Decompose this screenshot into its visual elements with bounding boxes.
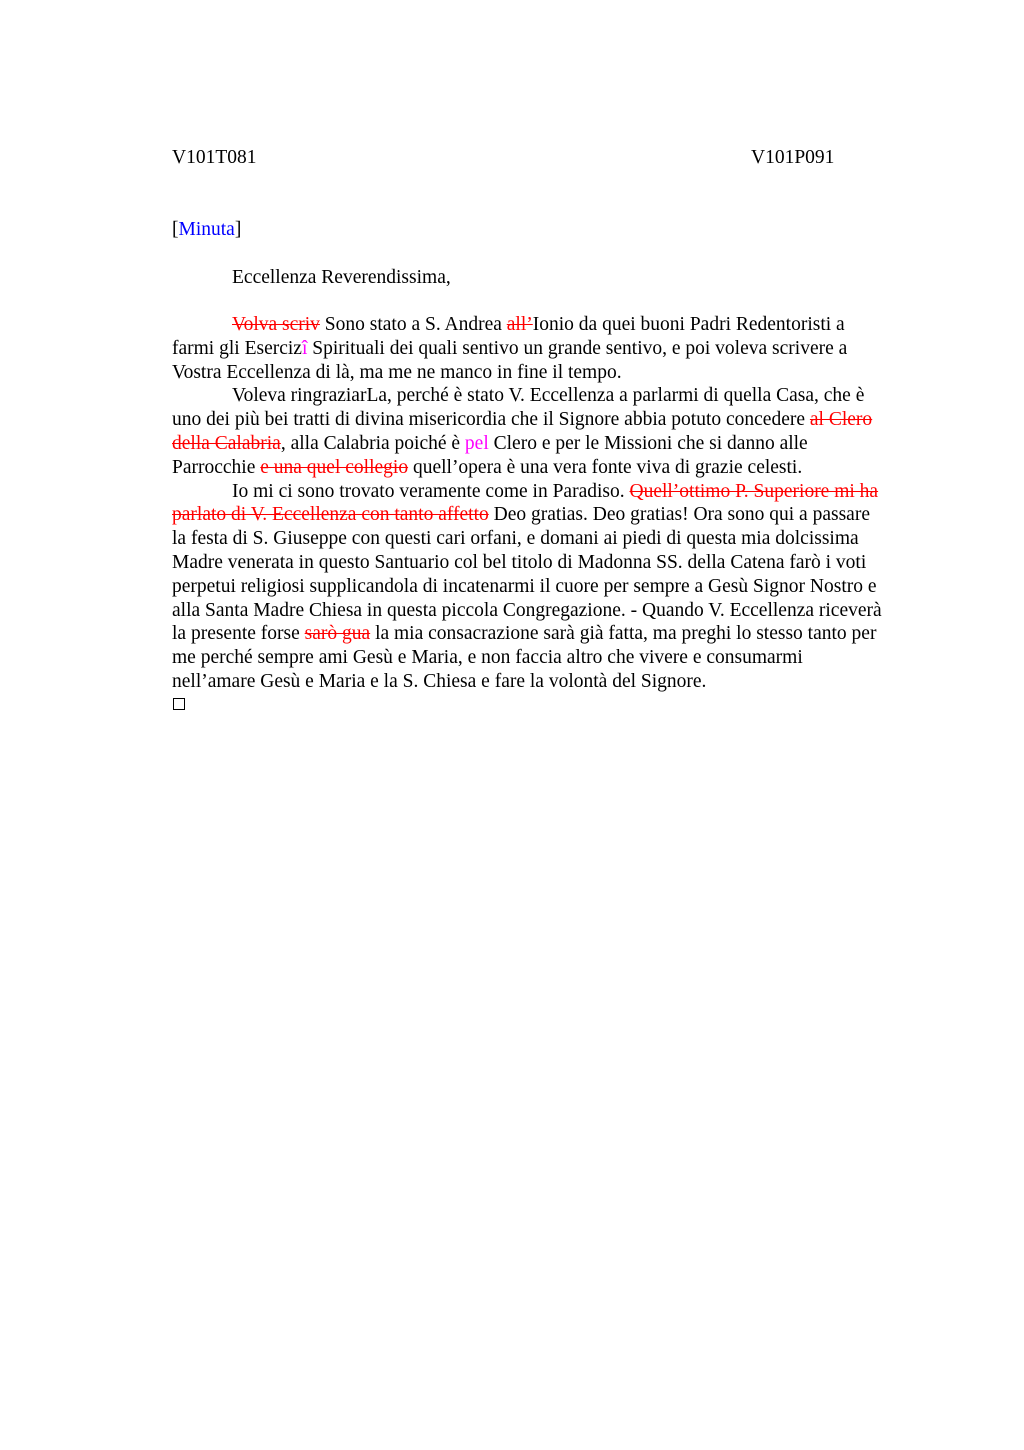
- text-segment: Vostra Eccellenza di là, ma me ne manco in fine il tempo.: [172, 361, 622, 383]
- text-segment: farmi gli Esercizî: [172, 337, 308, 359]
- text-line: [172, 599, 932, 623]
- text-segment: Io mi ci sono trovato veramente come in Paradiso.: [232, 480, 630, 502]
- text-line: [172, 527, 932, 551]
- document-code-left: V101T081: [172, 147, 257, 168]
- text-line: [172, 480, 932, 504]
- minuta-label: [172, 218, 241, 242]
- text-segment: , alla Calabria poiché è: [280, 432, 465, 454]
- deleted-text: Quell’ottimo P. Superiore mi ha: [629, 480, 879, 502]
- text-line: [172, 361, 932, 385]
- salutation: Eccellenza Reverendissima,: [232, 267, 451, 288]
- text-segment: Spirituali dei quali sentivo un grande sentivo, e poi voleva scrivere a: [307, 337, 848, 359]
- text-segment: me perché sempre ami Gesù e Maria, e non faccia altro che vivere e consumarmi: [172, 647, 803, 669]
- bracket-close: ]: [234, 219, 242, 240]
- text-line: [172, 408, 932, 432]
- text-line: [172, 384, 932, 408]
- deleted-text: della Calabria: [172, 432, 281, 454]
- text-segment: alla Santa Madre Chiesa in questa piccola Congregazione. - Quando V. Eccellenza riceverà: [172, 599, 882, 621]
- end-box-icon: [173, 698, 185, 710]
- text-segment: Sono stato a S. Andrea: [319, 314, 507, 335]
- text-line: [172, 622, 932, 646]
- text-line: [172, 432, 932, 456]
- text-line: [172, 551, 932, 575]
- deleted-text: e una quel collegio: [260, 456, 409, 478]
- text-line: [172, 337, 932, 361]
- text-segment: perpetui religiosi supplicandola di incatenarmi il cuore per sempre a Gesù Signor Nostro e: [172, 575, 877, 597]
- text-line: [172, 575, 932, 599]
- deleted-text: sarò gua: [304, 623, 371, 645]
- text-line: [172, 503, 932, 527]
- text-segment: nell’amare Gesù e Maria e la S. Chiesa e fare la volontà del Signore.: [172, 670, 707, 692]
- text-segment: Ionio da quei buoni Padri Redentoristi a: [532, 314, 845, 335]
- text-segment: Deo gratias. Deo gratias! Ora sono qui a passare: [488, 504, 870, 526]
- text-segment: Voleva ringraziarLa, perché è stato V. Eccellenza a parlarmi di quella Casa, che è: [232, 385, 865, 407]
- text-segment: uno dei più bei tratti di divina misericordia che il Signore abbia potuto concedere: [172, 409, 810, 431]
- text-line: [172, 646, 932, 670]
- inserted-text: pel: [464, 432, 489, 454]
- letter-body: [172, 313, 932, 694]
- text-segment: la mia consacrazione sarà già fatta, ma preghi lo stesso tanto per: [370, 623, 877, 645]
- document-code-right: V101P091: [751, 147, 835, 168]
- text-segment: la festa di S. Giuseppe con questi cari orfani, e domani ai piedi di questa mia dolcissima: [172, 528, 859, 550]
- text-segment: la presente forse: [172, 623, 305, 645]
- deleted-text: al Clero: [809, 409, 873, 431]
- text-segment: Clero e per le Missioni che si danno alle: [488, 432, 808, 454]
- deleted-text: Volva scriv: [232, 314, 320, 335]
- text-segment: Parrocchie: [172, 456, 261, 478]
- text-segment: quell’opera è una vera fonte viva di grazie celesti.: [408, 456, 803, 478]
- bracket-open: [: [172, 219, 179, 240]
- text-line: [172, 456, 932, 480]
- text-line: [172, 670, 932, 694]
- text-segment: Madre venerata in questo Santuario col bel titolo di Madonna SS. della Catena farò i voti: [172, 551, 867, 573]
- deleted-text: all’: [506, 314, 533, 335]
- deleted-text: parlato di V. Eccellenza con tanto affetto: [172, 504, 489, 526]
- text-line: [172, 313, 932, 337]
- minuta-text: Minuta: [178, 219, 235, 240]
